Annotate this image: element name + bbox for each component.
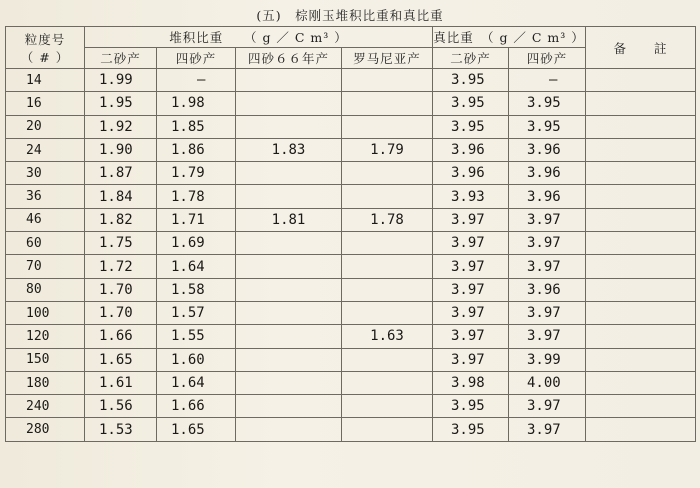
bulk-plant-4-cell: 1.55 (157, 325, 236, 348)
true-plant-4-cell: 3.96 (509, 185, 586, 208)
table-row (6, 278, 696, 301)
bulk-plant-4-66-cell (236, 301, 342, 324)
bulk-plant-4-66-cell (236, 325, 342, 348)
bulk-plant-4-cell: 1.65 (157, 418, 236, 441)
bulk-romania-cell: 1.63 (342, 325, 433, 348)
bulk-density-header: 堆积比重 （ g ／ C m³ ） (85, 27, 433, 48)
grain-size-header (6, 27, 85, 69)
true-plant-4-header: 四砂产 (509, 48, 586, 69)
bulk-plant-4-66-cell (236, 418, 342, 441)
bulk-plant-4-66-cell (236, 255, 342, 278)
bulk-romania-cell: 1.78 (342, 208, 433, 231)
remark-cell (586, 185, 696, 208)
true-plant-2-cell: 3.96 (433, 138, 509, 161)
true-plant-2-cell: 3.97 (433, 278, 509, 301)
grain-size-cell: 150 (6, 348, 85, 371)
bulk-romania-cell: 1.79 (342, 138, 433, 161)
grain-size-cell: 280 (6, 418, 85, 441)
bulk-plant-4-66-cell (236, 115, 342, 138)
bulk-plant-4-cell: 1.98 (157, 92, 236, 115)
bulk-plant-2-cell: 1.56 (85, 395, 157, 418)
bulk-plant-2-cell: 1.90 (85, 138, 157, 161)
true-plant-4-cell: 3.97 (509, 208, 586, 231)
true-plant-2-cell: 3.98 (433, 371, 509, 394)
table-row (6, 162, 696, 185)
remark-cell (586, 371, 696, 394)
true-plant-2-cell: 3.95 (433, 92, 509, 115)
bulk-plant-4-66-cell: 1.81 (236, 208, 342, 231)
remark-cell (586, 301, 696, 324)
bulk-romania-cell (342, 371, 433, 394)
true-plant-4-cell: 4.00 (509, 371, 586, 394)
remark-cell (586, 348, 696, 371)
bulk-plant-2-cell: 1.92 (85, 115, 157, 138)
grain-size-cell: 240 (6, 395, 85, 418)
bulk-plant-2-cell: 1.61 (85, 371, 157, 394)
bulk-plant-4-66-cell (236, 92, 342, 115)
plant-4-header: 四砂产 (157, 48, 236, 69)
density-table (5, 26, 696, 442)
table-row (6, 92, 696, 115)
bulk-romania-cell (342, 92, 433, 115)
grain-size-cell: 16 (6, 92, 85, 115)
bulk-plant-4-cell: 1.64 (157, 255, 236, 278)
bulk-plant-2-cell: 1.72 (85, 255, 157, 278)
bulk-plant-2-cell: 1.82 (85, 208, 157, 231)
true-plant-2-cell: 3.97 (433, 255, 509, 278)
table-row (6, 185, 696, 208)
table-row (6, 418, 696, 441)
remark-cell (586, 418, 696, 441)
bulk-plant-2-cell: 1.65 (85, 348, 157, 371)
true-plant-4-cell: 3.97 (509, 418, 586, 441)
true-plant-4-cell: 3.96 (509, 278, 586, 301)
true-plant-2-cell: 3.95 (433, 115, 509, 138)
bulk-plant-2-cell: 1.99 (85, 69, 157, 92)
true-plant-4-cell: 3.97 (509, 325, 586, 348)
true-plant-2-cell: 3.95 (433, 69, 509, 92)
bulk-plant-4-cell: 1.86 (157, 138, 236, 161)
true-plant-2-header: 二砂产 (433, 48, 509, 69)
plant-4-66-header: 四砂６６年产 (236, 48, 342, 69)
bulk-plant-4-66-cell: 1.83 (236, 138, 342, 161)
grain-size-cell: 46 (6, 208, 85, 231)
romania-header: 罗马尼亚产 (342, 48, 433, 69)
table-row (6, 115, 696, 138)
bulk-plant-4-66-cell (236, 348, 342, 371)
remarks-header: 备 註 (586, 27, 696, 69)
bulk-plant-2-cell: 1.66 (85, 325, 157, 348)
true-plant-2-cell: 3.95 (433, 395, 509, 418)
bulk-plant-4-cell: 1.78 (157, 185, 236, 208)
table-body (6, 69, 696, 442)
bulk-romania-cell (342, 185, 433, 208)
true-plant-2-cell: 3.97 (433, 301, 509, 324)
grain-size-label: 粒度号 (24, 31, 66, 47)
grain-size-cell: 60 (6, 232, 85, 255)
bulk-plant-4-66-cell (236, 395, 342, 418)
table-row (6, 301, 696, 324)
bulk-plant-4-cell: 1.60 (157, 348, 236, 371)
bulk-romania-cell (342, 418, 433, 441)
bulk-plant-4-66-cell (236, 162, 342, 185)
bulk-plant-2-cell: 1.70 (85, 278, 157, 301)
bulk-plant-2-cell: 1.70 (85, 301, 157, 324)
true-plant-4-cell: 3.95 (509, 92, 586, 115)
remark-cell (586, 208, 696, 231)
bulk-plant-4-cell: 1.58 (157, 278, 236, 301)
remark-cell (586, 255, 696, 278)
true-plant-4-cell: 3.97 (509, 301, 586, 324)
bulk-romania-cell (342, 395, 433, 418)
true-plant-2-cell: 3.97 (433, 232, 509, 255)
bulk-plant-2-cell: 1.84 (85, 185, 157, 208)
true-plant-4-cell: 3.96 (509, 138, 586, 161)
table-row (6, 208, 696, 231)
remark-cell (586, 69, 696, 92)
table-row (6, 371, 696, 394)
remark-cell (586, 92, 696, 115)
grain-size-cell: 30 (6, 162, 85, 185)
table-row (6, 348, 696, 371)
grain-size-cell: 120 (6, 325, 85, 348)
grain-size-cell: 180 (6, 371, 85, 394)
grain-size-cell: 80 (6, 278, 85, 301)
bulk-plant-4-cell: – (157, 69, 236, 92)
remark-cell (586, 325, 696, 348)
grain-size-cell: 70 (6, 255, 85, 278)
bulk-romania-cell (342, 232, 433, 255)
table-row (6, 138, 696, 161)
remark-cell (586, 162, 696, 185)
table-row (6, 395, 696, 418)
bulk-plant-4-66-cell (236, 69, 342, 92)
bulk-plant-4-cell: 1.64 (157, 371, 236, 394)
grain-size-cell: 100 (6, 301, 85, 324)
bulk-plant-2-cell: 1.75 (85, 232, 157, 255)
bulk-plant-4-cell: 1.57 (157, 301, 236, 324)
bulk-romania-cell (342, 69, 433, 92)
table-row (6, 255, 696, 278)
bulk-plant-2-cell: 1.95 (85, 92, 157, 115)
true-plant-2-cell: 3.95 (433, 418, 509, 441)
true-plant-4-cell: 3.96 (509, 162, 586, 185)
table-row (6, 232, 696, 255)
grain-size-cell: 20 (6, 115, 85, 138)
grain-unit-label: （ # ） (20, 49, 70, 65)
remark-cell (586, 232, 696, 255)
bulk-plant-4-cell: 1.66 (157, 395, 236, 418)
remark-cell (586, 395, 696, 418)
true-plant-2-cell: 3.97 (433, 208, 509, 231)
bulk-plant-2-cell: 1.53 (85, 418, 157, 441)
bulk-plant-2-cell: 1.87 (85, 162, 157, 185)
bulk-romania-cell (342, 255, 433, 278)
true-plant-4-cell: 3.97 (509, 395, 586, 418)
true-plant-2-cell: 3.97 (433, 348, 509, 371)
remark-cell (586, 138, 696, 161)
bulk-plant-4-cell: 1.69 (157, 232, 236, 255)
bulk-plant-4-cell: 1.71 (157, 208, 236, 231)
bulk-plant-4-66-cell (236, 278, 342, 301)
header-row-1 (6, 27, 696, 48)
bulk-romania-cell (342, 278, 433, 301)
bulk-plant-4-cell: 1.79 (157, 162, 236, 185)
grain-size-cell: 24 (6, 138, 85, 161)
grain-size-cell: 36 (6, 185, 85, 208)
bulk-romania-cell (342, 348, 433, 371)
true-plant-4-cell: 3.99 (509, 348, 586, 371)
true-plant-2-cell: 3.97 (433, 325, 509, 348)
grain-size-cell: 14 (6, 69, 85, 92)
plant-2-header: 二砂产 (85, 48, 157, 69)
true-plant-4-cell: 3.97 (509, 255, 586, 278)
true-plant-2-cell: 3.93 (433, 185, 509, 208)
table-title: (五) 棕刚玉堆积比重和真比重 (256, 8, 444, 23)
true-plant-2-cell: 3.96 (433, 162, 509, 185)
table-row (6, 325, 696, 348)
true-plant-4-cell: – (509, 69, 586, 92)
bulk-romania-cell (342, 115, 433, 138)
true-density-header: 真比重 （ g ／ C m³ ） (433, 27, 586, 48)
true-plant-4-cell: 3.95 (509, 115, 586, 138)
remark-cell (586, 278, 696, 301)
bulk-plant-4-66-cell (236, 185, 342, 208)
table-row (6, 69, 696, 92)
remark-cell (586, 115, 696, 138)
bulk-plant-4-66-cell (236, 371, 342, 394)
bulk-plant-4-66-cell (236, 232, 342, 255)
bulk-romania-cell (342, 162, 433, 185)
true-plant-4-cell: 3.97 (509, 232, 586, 255)
bulk-romania-cell (342, 301, 433, 324)
bulk-plant-4-cell: 1.85 (157, 115, 236, 138)
